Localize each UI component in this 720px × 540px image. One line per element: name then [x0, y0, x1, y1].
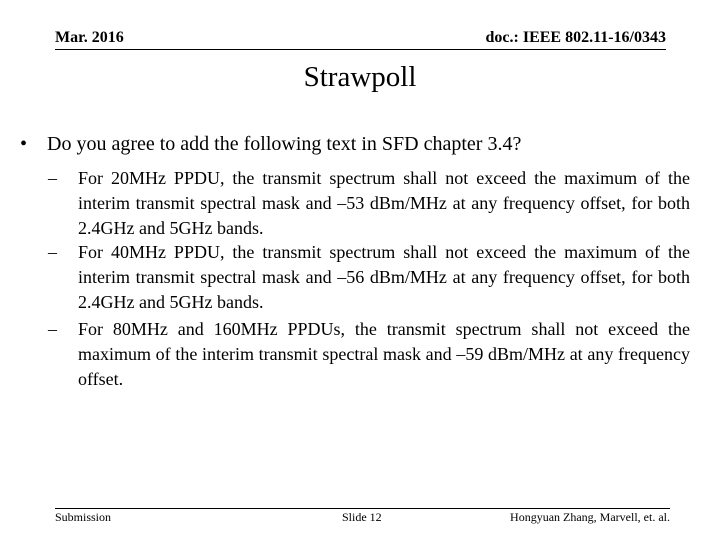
- sub-item-text: For 80MHz and 160MHz PPDUs, the transmit spectrum shall not exceed the maximum of the interim transmit spectral mask and –59 dBm/MHz at any frequency offset.: [78, 319, 690, 389]
- sub-item-40mhz: [48, 240, 690, 315]
- footer-author: Hongyuan Zhang, Marvell, et. al.: [510, 510, 670, 524]
- sub-item-text: For 20MHz PPDU, the transmit spectrum shall not exceed the maximum of the interim transmit spectral mask and –53 dBm/MHz at any frequency offset, for both 2.4GHz and 5GHz bands.: [78, 168, 690, 238]
- dash-marker: –: [48, 319, 57, 339]
- bullet-question: Do you agree to add the following text in SFD chapter 3.4?: [47, 133, 522, 155]
- footer-slide-number: Slide 12: [342, 510, 382, 524]
- bullet-marker: •: [20, 133, 28, 155]
- slide-title: Strawpoll: [303, 61, 417, 93]
- header-doc-id: doc.: IEEE 802.11-16/0343: [485, 29, 666, 46]
- sub-item-text: For 40MHz PPDU, the transmit spectrum shall not exceed the maximum of the interim transmit spectral mask and –56 dBm/MHz at any frequency offset, for both 2.4GHz and 5GHz bands.: [78, 242, 690, 312]
- footer-submission: Submission: [55, 510, 112, 524]
- header-divider: [55, 49, 666, 50]
- footer-divider: [55, 508, 670, 509]
- header-date: Mar. 2016: [55, 29, 124, 46]
- sub-item-20mhz: [48, 166, 690, 241]
- sub-item-80-160mhz: [48, 317, 690, 392]
- dash-marker: –: [48, 168, 57, 188]
- dash-marker: –: [48, 242, 57, 262]
